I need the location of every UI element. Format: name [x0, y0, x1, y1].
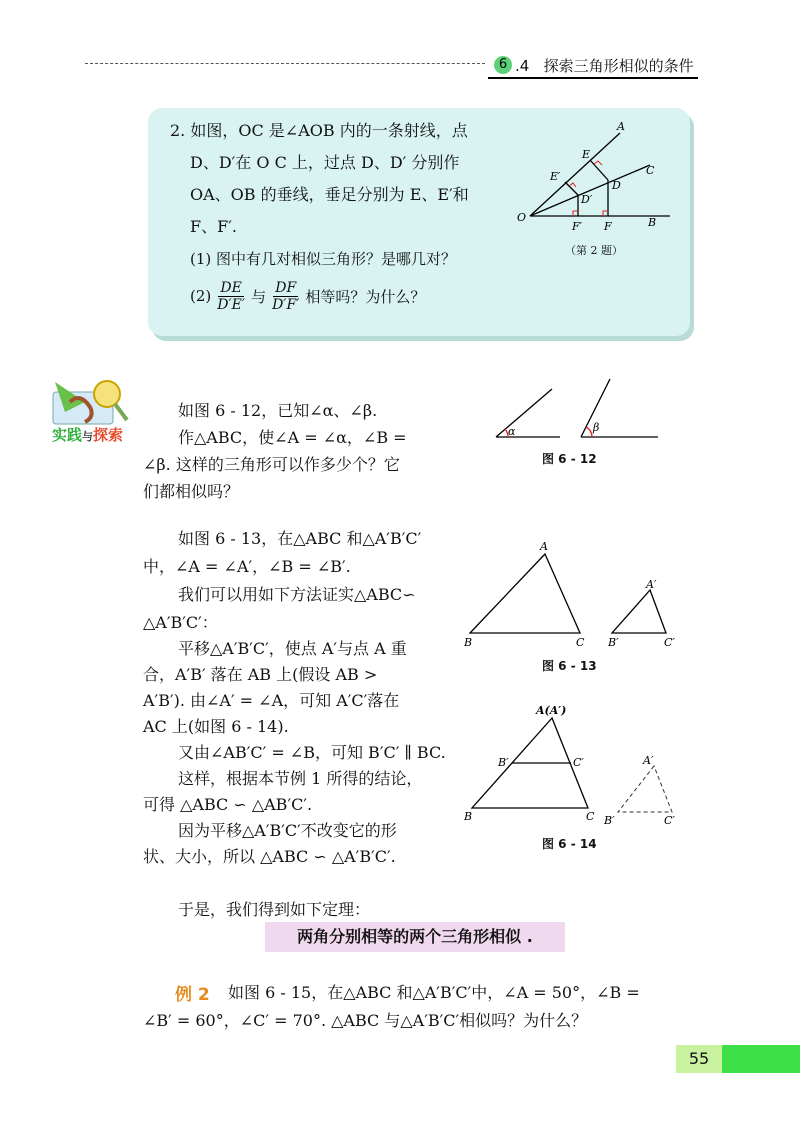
triangle-abc: [470, 554, 580, 633]
beta-label: β: [593, 421, 600, 434]
header-solid-rule: [488, 77, 698, 79]
logo-text-left: 实践: [52, 426, 83, 444]
proof-line: △A′B′C′：: [143, 613, 218, 632]
alpha-label: α: [508, 425, 516, 438]
exercise-question-2: [190, 276, 425, 316]
practice-line: ∠β. 这样的三角形可以作多少个？它: [143, 455, 400, 474]
label-e: E: [582, 148, 591, 161]
fig13-label-c: C: [576, 636, 585, 649]
practice-logo-icon: [45, 372, 135, 432]
q2-prefix: (2): [190, 287, 212, 305]
q2-suffix: 相等吗？为什么？: [305, 287, 426, 306]
exercise-figure-caption: （第 2 题）: [565, 244, 623, 257]
fraction-1-denominator: D′E′: [217, 296, 246, 313]
figure-6-12-caption: 图 6 - 12: [542, 452, 597, 466]
triangle-a1b1c1: [612, 590, 666, 633]
fraction-1-numerator: DE: [220, 279, 242, 296]
proof-line: 我们可以用如下方法证实△ABC∽: [178, 585, 416, 604]
proof-line: 状、大小，所以 △ABC ∽ △A′B′C′.: [143, 847, 396, 866]
fig14-label-b-prime-2: B′: [604, 814, 615, 825]
right-angle-mark-f1: [573, 211, 578, 216]
label-e-prime: E′: [550, 170, 561, 183]
exercise-line: D、D′在 O C 上，过点 D、D′ 分别作: [190, 153, 460, 172]
fraction-2-numerator: DF: [275, 279, 297, 296]
fraction-2: [270, 280, 301, 313]
proof-line: 又由∠AB′C′ = ∠B，可知 B′C′ ∥ BC.: [178, 743, 446, 762]
practice-line: 们都相似吗？: [143, 482, 240, 501]
exercise-figure: [510, 118, 680, 238]
theorem-box: 两角分别相等的两个三角形相似 .: [265, 922, 565, 952]
logo-text-right: 探索: [93, 426, 124, 444]
exercise-line: 2. 如图，OC 是∠AOB 内的一条射线，点: [170, 121, 468, 140]
fraction-1: [215, 280, 247, 313]
proof-line: 如图 6 - 13，在△ABC 和△A′B′C′: [178, 529, 422, 548]
figure-6-14-caption: 图 6 - 14: [542, 837, 597, 851]
fig13-label-a-prime: A′: [646, 578, 657, 591]
page-number: 55: [676, 1045, 722, 1073]
fig13-label-b: B: [464, 636, 473, 649]
proof-line: 合，A′B′ 落在 AB 上(假设 AB >: [143, 665, 378, 684]
label-c: C: [646, 164, 655, 177]
exercise-line: OA、OB 的垂线，垂足分别为 E、E′和: [190, 185, 469, 204]
label-f: F: [604, 220, 612, 233]
logo-text-mid: 与: [82, 430, 94, 443]
proof-line: 中，∠A = ∠A′，∠B = ∠B′.: [143, 557, 351, 576]
label-f-prime: F′: [572, 220, 583, 233]
fig13-label-c-prime: C′: [664, 636, 675, 649]
right-angle-mark-e: [594, 161, 602, 165]
fig14-label-a: A(A′): [536, 704, 567, 717]
fig14-label-c: C: [586, 810, 595, 823]
triangle-a1b1c1-dashed: [618, 766, 672, 812]
figure-6-12: [488, 375, 688, 445]
label-d-prime: D′: [581, 193, 593, 206]
fig14-label-c-prime: C′: [573, 756, 584, 769]
angle-alpha-ray: [496, 389, 552, 437]
proof-line: 这样，根据本节例 1 所得的结论，: [178, 769, 423, 788]
header-dashed-rule: [85, 63, 485, 64]
fig14-label-a-prime-2: A′: [643, 754, 654, 767]
exercise-line: F、F′.: [190, 217, 237, 236]
example-line-1: 如图 6 - 15，在△ABC 和△A′B′C′中，∠A = 50°，∠B =: [228, 983, 640, 1002]
conclusion-intro: 于是，我们得到如下定理：: [178, 900, 371, 919]
ray-oc: [530, 165, 650, 216]
fraction-2-denominator: D′F′: [272, 296, 300, 313]
fig13-label-a: A: [540, 540, 548, 553]
label-d: D: [612, 179, 621, 192]
q2-mid: 与: [251, 287, 267, 306]
example-line-2: ∠B′ = 60°，∠C′ = 70°. △ABC 与△A′B′C′相似吗？为什么？: [143, 1011, 588, 1030]
proof-line: 因为平移△A′B′C′不改变它的形: [178, 821, 397, 840]
exercise-question-1: (1) 图中有几对相似三角形？是哪几对？: [190, 250, 457, 268]
label-b: B: [648, 216, 657, 229]
proof-line: 可得 △ABC ∽ △AB′C′.: [143, 795, 313, 814]
example-label: 例 2: [175, 985, 210, 1005]
proof-line: A′B′). 由∠A′ = ∠A，可知 A′C′落在: [143, 691, 400, 710]
section-title: .4 探索三角形相似的条件: [515, 57, 694, 75]
fig14-label-b: B: [464, 810, 473, 823]
fig13-label-b-prime: B′: [608, 636, 619, 649]
label-o: O: [517, 211, 527, 224]
figure-6-13: [460, 538, 690, 653]
practice-line: 作△ABC，使∠A = ∠α，∠B =: [178, 428, 407, 447]
segment-de: [590, 160, 608, 180]
proof-line: 平移△A′B′C′，使点 A′与点 A 重: [178, 639, 407, 658]
label-a: A: [617, 120, 625, 133]
fig14-label-b-prime: B′: [498, 756, 509, 769]
figure-6-13-caption: 图 6 - 13: [542, 659, 597, 673]
practice-line: 如图 6 - 12，已知∠α、∠β.: [178, 401, 378, 420]
figure-6-14: [460, 700, 690, 825]
fig14-label-c-prime-2: C′: [664, 814, 675, 825]
ray-oa: [530, 133, 620, 216]
proof-line: AC 上(如图 6 - 14).: [143, 717, 289, 736]
practice-logo-text: [52, 424, 123, 445]
section-number-badge: 6: [494, 56, 512, 74]
beta-arc: [586, 427, 592, 437]
right-angle-mark-f: [603, 211, 608, 216]
